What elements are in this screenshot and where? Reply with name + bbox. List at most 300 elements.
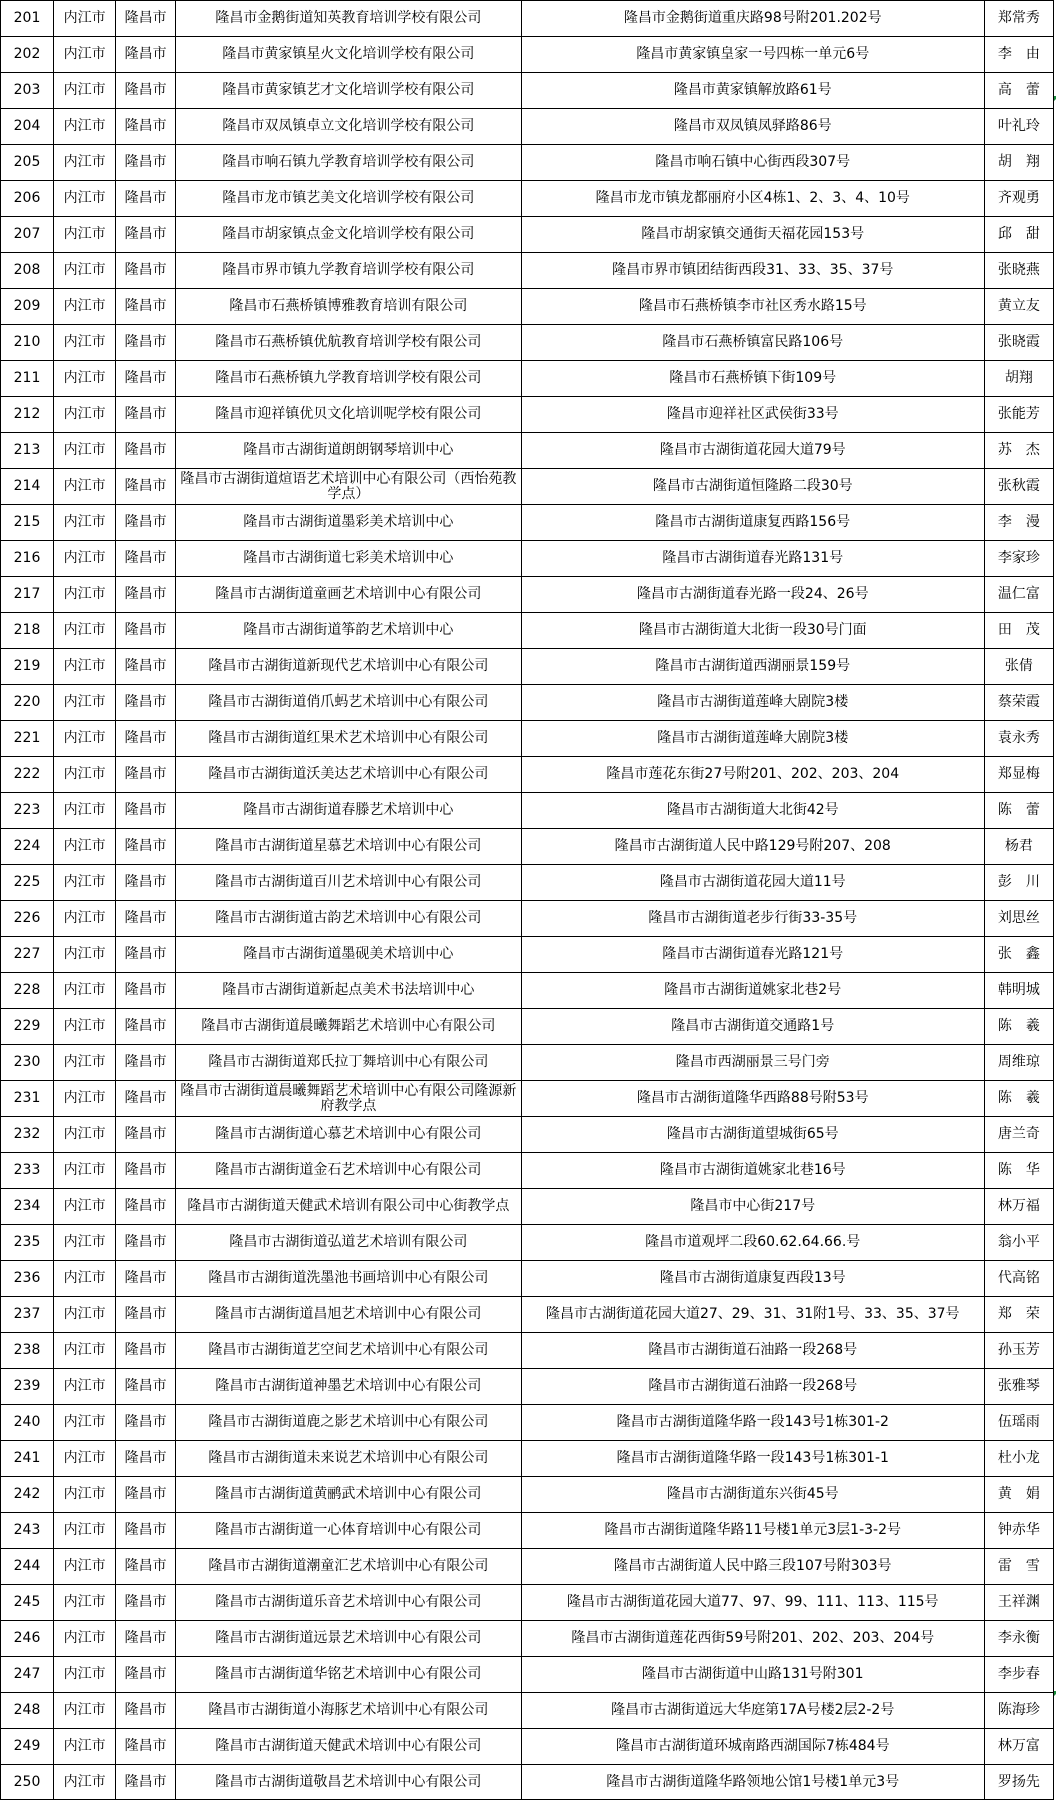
table-row	[1, 217, 1054, 253]
cell-city: 内江市	[53, 505, 115, 541]
cell-contact: 伍瑶雨	[984, 1405, 1053, 1441]
cell-address: 隆昌市古湖街道人民中路129号附207、208	[521, 829, 984, 865]
cell-index: 233	[1, 1153, 54, 1189]
cell-city: 内江市	[53, 1441, 115, 1477]
cell-city: 内江市	[53, 1333, 115, 1369]
cell-institution-name: 隆昌市石燕桥镇博雅教育培训有限公司	[176, 289, 522, 325]
table-row	[1, 505, 1054, 541]
cell-institution-name: 隆昌市古湖街道天健武术培训中心有限公司	[176, 1729, 522, 1765]
cell-contact: 郑常秀	[984, 1, 1053, 37]
table-row	[1, 1369, 1054, 1405]
cell-address: 隆昌市古湖街道石油路一段268号	[521, 1333, 984, 1369]
cell-city: 内江市	[53, 649, 115, 685]
cell-address: 隆昌市石燕桥镇富民路106号	[521, 325, 984, 361]
table-row	[1, 1765, 1054, 1800]
cell-index: 209	[1, 289, 54, 325]
cell-county: 隆昌市	[116, 1765, 176, 1800]
cell-institution-name: 隆昌市古湖街道弘道艺术培训有限公司	[176, 1225, 522, 1261]
table-row	[1, 37, 1054, 73]
cell-contact: 张倩	[984, 649, 1053, 685]
cell-index: 202	[1, 37, 54, 73]
cell-institution-name: 隆昌市古湖街道敬昌艺术培训中心有限公司	[176, 1765, 522, 1800]
cell-city: 内江市	[53, 1765, 115, 1800]
cell-city: 内江市	[53, 1549, 115, 1585]
cell-city: 内江市	[53, 433, 115, 469]
cell-contact: 黄 娟	[984, 1477, 1053, 1513]
table-row	[1, 937, 1054, 973]
table-row	[1, 757, 1054, 793]
cell-index: 237	[1, 1297, 54, 1333]
cell-address: 隆昌市古湖街道远大华庭第17A号楼2层2-2号	[521, 1693, 984, 1729]
cell-index: 206	[1, 181, 54, 217]
cell-institution-name: 隆昌市双凤镇卓立文化培训学校有限公司	[176, 109, 522, 145]
cell-institution-name: 隆昌市古湖街道昌旭艺术培训中心有限公司	[176, 1297, 522, 1333]
cell-index: 204	[1, 109, 54, 145]
cell-address: 隆昌市古湖街道莲峰大剧院3楼	[521, 685, 984, 721]
cell-contact: 罗扬先	[984, 1765, 1053, 1800]
table-row	[1, 397, 1054, 433]
cell-contact: 胡翔	[984, 361, 1053, 397]
cell-institution-name: 隆昌市古湖街道星慕艺术培训中心有限公司	[176, 829, 522, 865]
cell-city: 内江市	[53, 1621, 115, 1657]
cell-county: 隆昌市	[116, 1441, 176, 1477]
cell-contact: 李永衡	[984, 1621, 1053, 1657]
cell-county: 隆昌市	[116, 541, 176, 577]
table-row	[1, 1009, 1054, 1045]
cell-institution-name: 隆昌市古湖街道未来说艺术培训中心有限公司	[176, 1441, 522, 1477]
cell-address: 隆昌市古湖街道莲峰大剧院3楼	[521, 721, 984, 757]
cell-address: 隆昌市响石镇中心街西段307号	[521, 145, 984, 181]
cell-county: 隆昌市	[116, 325, 176, 361]
cell-address: 隆昌市古湖街道人民中路三段107号附303号	[521, 1549, 984, 1585]
table-row	[1, 361, 1054, 397]
cell-county: 隆昌市	[116, 721, 176, 757]
cell-city: 内江市	[53, 253, 115, 289]
table-row	[1, 433, 1054, 469]
table-row	[1, 73, 1054, 109]
cell-institution-name: 隆昌市古湖街道七彩美术培训中心	[176, 541, 522, 577]
cell-institution-name: 隆昌市古湖街道华铭艺术培训中心有限公司	[176, 1657, 522, 1693]
cell-county: 隆昌市	[116, 1009, 176, 1045]
cell-city: 内江市	[53, 1297, 115, 1333]
cell-institution-name: 隆昌市古湖街道晨曦舞蹈艺术培训中心有限公司隆源新府教学点	[176, 1081, 522, 1117]
cell-index: 235	[1, 1225, 54, 1261]
cell-county: 隆昌市	[116, 865, 176, 901]
cell-county: 隆昌市	[116, 1657, 176, 1693]
cell-address: 隆昌市古湖街道环城南路西湖国际7栋484号	[521, 1729, 984, 1765]
cell-institution-name: 隆昌市古湖街道黄鹂武术培训中心有限公司	[176, 1477, 522, 1513]
cell-county: 隆昌市	[116, 145, 176, 181]
table-row	[1, 1657, 1054, 1693]
cell-city: 内江市	[53, 145, 115, 181]
cell-index: 245	[1, 1585, 54, 1621]
cell-contact: 邱 甜	[984, 217, 1053, 253]
cell-institution-name: 隆昌市石燕桥镇优航教育培训学校有限公司	[176, 325, 522, 361]
cell-city: 内江市	[53, 1045, 115, 1081]
cell-address: 隆昌市古湖街道西湖丽景159号	[521, 649, 984, 685]
cell-county: 隆昌市	[116, 1693, 176, 1729]
cell-address: 隆昌市古湖街道隆华路一段143号1栋301-1	[521, 1441, 984, 1477]
cell-contact: 韩明城	[984, 973, 1053, 1009]
cell-contact: 田 茂	[984, 613, 1053, 649]
cell-index: 229	[1, 1009, 54, 1045]
cell-address: 隆昌市石燕桥镇下街109号	[521, 361, 984, 397]
cell-institution-name: 隆昌市古湖街道沃美达艺术培训中心有限公司	[176, 757, 522, 793]
table-row	[1, 181, 1054, 217]
cell-city: 内江市	[53, 865, 115, 901]
cell-contact: 刘思丝	[984, 901, 1053, 937]
table-row	[1, 1, 1054, 37]
cell-city: 内江市	[53, 73, 115, 109]
cell-city: 内江市	[53, 973, 115, 1009]
cell-county: 隆昌市	[116, 1117, 176, 1153]
cell-address: 隆昌市古湖街道中山路131号附301	[521, 1657, 984, 1693]
cell-contact: 陈 羲	[984, 1009, 1053, 1045]
cell-city: 内江市	[53, 1153, 115, 1189]
cell-county: 隆昌市	[116, 1513, 176, 1549]
cell-county: 隆昌市	[116, 577, 176, 613]
cell-institution-name: 隆昌市古湖街道小海豚艺术培训中心有限公司	[176, 1693, 522, 1729]
cell-address: 隆昌市界市镇团结街西段31、33、35、37号	[521, 253, 984, 289]
cell-contact: 陈 羲	[984, 1081, 1053, 1117]
table-row	[1, 1333, 1054, 1369]
cell-county: 隆昌市	[116, 1369, 176, 1405]
cell-institution-name: 隆昌市古湖街道乐音艺术培训中心有限公司	[176, 1585, 522, 1621]
cell-county: 隆昌市	[116, 397, 176, 433]
cell-address: 隆昌市道观坪二段60.62.64.66.号	[521, 1225, 984, 1261]
table-row	[1, 289, 1054, 325]
table-row	[1, 865, 1054, 901]
cell-institution-name: 隆昌市胡家镇点金文化培训学校有限公司	[176, 217, 522, 253]
cell-contact: 胡 翔	[984, 145, 1053, 181]
cell-contact: 温仁富	[984, 577, 1053, 613]
cell-county: 隆昌市	[116, 505, 176, 541]
cell-address: 隆昌市古湖街道老步行街33-35号	[521, 901, 984, 937]
cell-index: 214	[1, 469, 54, 505]
cell-city: 内江市	[53, 1405, 115, 1441]
cell-contact: 李 漫	[984, 505, 1053, 541]
cell-city: 内江市	[53, 1225, 115, 1261]
cell-institution-name: 隆昌市古湖街道远景艺术培训中心有限公司	[176, 1621, 522, 1657]
cell-county: 隆昌市	[116, 793, 176, 829]
cell-city: 内江市	[53, 1009, 115, 1045]
cell-contact: 陈 华	[984, 1153, 1053, 1189]
cell-county: 隆昌市	[116, 937, 176, 973]
cell-institution-name: 隆昌市古湖街道朗朗钢琴培训中心	[176, 433, 522, 469]
cell-contact: 郑显梅	[984, 757, 1053, 793]
cell-institution-name: 隆昌市古湖街道墨砚美术培训中心	[176, 937, 522, 973]
cell-address: 隆昌市古湖街道隆华西路88号附53号	[521, 1081, 984, 1117]
cell-address: 隆昌市龙市镇龙都丽府小区4栋1、2、3、4、10号	[521, 181, 984, 217]
cell-contact: 张晓燕	[984, 253, 1053, 289]
cell-county: 隆昌市	[116, 109, 176, 145]
cell-institution-name: 隆昌市古湖街道新起点美术书法培训中心	[176, 973, 522, 1009]
table-row	[1, 469, 1054, 505]
cell-address: 隆昌市古湖街道花园大道79号	[521, 433, 984, 469]
cell-address: 隆昌市古湖街道花园大道27、29、31、31附1号、33、35、37号	[521, 1297, 984, 1333]
cell-county: 隆昌市	[116, 757, 176, 793]
cell-county: 隆昌市	[116, 1081, 176, 1117]
table-row	[1, 1117, 1054, 1153]
cell-address: 隆昌市古湖街道隆华路领地公馆1号楼1单元3号	[521, 1765, 984, 1800]
cell-address: 隆昌市古湖街道花园大道77、97、99、111、113、115号	[521, 1585, 984, 1621]
cell-contact: 张晓霞	[984, 325, 1053, 361]
cell-index: 250	[1, 1765, 54, 1800]
cell-institution-name: 隆昌市黄家镇艺才文化培训学校有限公司	[176, 73, 522, 109]
cell-city: 内江市	[53, 577, 115, 613]
cell-contact: 林万福	[984, 1189, 1053, 1225]
cell-institution-name: 隆昌市古湖街道春滕艺术培训中心	[176, 793, 522, 829]
cell-county: 隆昌市	[116, 469, 176, 505]
cell-index: 236	[1, 1261, 54, 1297]
cell-index: 217	[1, 577, 54, 613]
cell-address: 隆昌市古湖街道望城街65号	[521, 1117, 984, 1153]
cell-city: 内江市	[53, 361, 115, 397]
table-row	[1, 613, 1054, 649]
cell-contact: 林万富	[984, 1729, 1053, 1765]
cell-index: 222	[1, 757, 54, 793]
cell-index: 249	[1, 1729, 54, 1765]
cell-index: 219	[1, 649, 54, 685]
cell-contact: 唐兰奇	[984, 1117, 1053, 1153]
cell-city: 内江市	[53, 613, 115, 649]
cell-index: 240	[1, 1405, 54, 1441]
cell-contact: 雷 雪	[984, 1549, 1053, 1585]
table-row	[1, 793, 1054, 829]
cell-city: 内江市	[53, 1585, 115, 1621]
cell-index: 221	[1, 721, 54, 757]
cell-city: 内江市	[53, 397, 115, 433]
cell-institution-name: 隆昌市古湖街道潮童汇艺术培训中心有限公司	[176, 1549, 522, 1585]
cell-county: 隆昌市	[116, 1477, 176, 1513]
cell-city: 内江市	[53, 1117, 115, 1153]
cell-institution-name: 隆昌市界市镇九学教育培训学校有限公司	[176, 253, 522, 289]
cell-address: 隆昌市古湖街道春光路121号	[521, 937, 984, 973]
cell-county: 隆昌市	[116, 1225, 176, 1261]
cell-county: 隆昌市	[116, 1405, 176, 1441]
cell-address: 隆昌市古湖街道莲花西街59号附201、202、203、204号	[521, 1621, 984, 1657]
table-row	[1, 1261, 1054, 1297]
cell-contact: 孙玉芳	[984, 1333, 1053, 1369]
cell-contact: 高 蕾	[984, 73, 1053, 109]
table-row	[1, 973, 1054, 1009]
cell-institution-name: 隆昌市古湖街道晨曦舞蹈艺术培训中心有限公司	[176, 1009, 522, 1045]
cell-city: 内江市	[53, 325, 115, 361]
table-row	[1, 1153, 1054, 1189]
cell-county: 隆昌市	[116, 37, 176, 73]
cell-index: 203	[1, 73, 54, 109]
cell-institution-name: 隆昌市古湖街道一心体育培训中心有限公司	[176, 1513, 522, 1549]
cell-city: 内江市	[53, 1729, 115, 1765]
cell-institution-name: 隆昌市古湖街道鹿之影艺术培训中心有限公司	[176, 1405, 522, 1441]
cell-address: 隆昌市古湖街道交通路1号	[521, 1009, 984, 1045]
cell-institution-name: 隆昌市古湖街道金石艺术培训中心有限公司	[176, 1153, 522, 1189]
cell-address: 隆昌市迎祥社区武侯街33号	[521, 397, 984, 433]
cell-index: 228	[1, 973, 54, 1009]
cell-address: 隆昌市古湖街道康复西段13号	[521, 1261, 984, 1297]
cell-contact: 陈 蕾	[984, 793, 1053, 829]
cell-index: 244	[1, 1549, 54, 1585]
cell-contact: 代高铭	[984, 1261, 1053, 1297]
cell-county: 隆昌市	[116, 289, 176, 325]
cell-institution-name: 隆昌市古湖街道百川艺术培训中心有限公司	[176, 865, 522, 901]
table-row	[1, 1441, 1054, 1477]
cell-index: 205	[1, 145, 54, 181]
cell-institution-name: 隆昌市古湖街道墨彩美术培训中心	[176, 505, 522, 541]
cell-city: 内江市	[53, 1189, 115, 1225]
table-row	[1, 901, 1054, 937]
cell-index: 207	[1, 217, 54, 253]
cell-index: 218	[1, 613, 54, 649]
cell-address: 隆昌市古湖街道恒隆路二段30号	[521, 469, 984, 505]
cell-contact: 陈海珍	[984, 1693, 1053, 1729]
cell-index: 220	[1, 685, 54, 721]
cell-city: 内江市	[53, 937, 115, 973]
cell-institution-name: 隆昌市古湖街道红果术艺术培训中心有限公司	[176, 721, 522, 757]
cell-address: 隆昌市胡家镇交通街天福花园153号	[521, 217, 984, 253]
cell-index: 212	[1, 397, 54, 433]
cell-contact: 张能芳	[984, 397, 1053, 433]
table-body	[1, 1, 1054, 1800]
cell-address: 隆昌市古湖街道东兴街45号	[521, 1477, 984, 1513]
cell-institution-name: 隆昌市古湖街道煊语艺术培训中心有限公司（西怡苑教学点）	[176, 469, 522, 505]
cell-institution-name: 隆昌市古湖街道艺空间艺术培训中心有限公司	[176, 1333, 522, 1369]
cell-city: 内江市	[53, 1081, 115, 1117]
table-row	[1, 1477, 1054, 1513]
cell-index: 231	[1, 1081, 54, 1117]
cell-county: 隆昌市	[116, 1189, 176, 1225]
cell-city: 内江市	[53, 721, 115, 757]
cell-county: 隆昌市	[116, 217, 176, 253]
cell-institution-name: 隆昌市石燕桥镇九学教育培训学校有限公司	[176, 361, 522, 397]
cell-index: 247	[1, 1657, 54, 1693]
cell-institution-name: 隆昌市龙市镇艺美文化培训学校有限公司	[176, 181, 522, 217]
cell-city: 内江市	[53, 829, 115, 865]
cell-address: 隆昌市古湖街道春光路一段24、26号	[521, 577, 984, 613]
table-row	[1, 325, 1054, 361]
cell-index: 208	[1, 253, 54, 289]
cell-county: 隆昌市	[116, 1153, 176, 1189]
table-row	[1, 1585, 1054, 1621]
cell-city: 内江市	[53, 217, 115, 253]
cell-index: 224	[1, 829, 54, 865]
cell-county: 隆昌市	[116, 1, 176, 37]
cell-city: 内江市	[53, 541, 115, 577]
table-row	[1, 1081, 1054, 1117]
cell-contact: 翁小平	[984, 1225, 1053, 1261]
cell-institution-name: 隆昌市古湖街道神墨艺术培训中心有限公司	[176, 1369, 522, 1405]
cell-contact: 李家珍	[984, 541, 1053, 577]
cell-contact: 郑 荣	[984, 1297, 1053, 1333]
cell-index: 213	[1, 433, 54, 469]
cell-city: 内江市	[53, 181, 115, 217]
cell-county: 隆昌市	[116, 829, 176, 865]
cell-institution-name: 隆昌市古湖街道童画艺术培训中心有限公司	[176, 577, 522, 613]
cell-institution-name: 隆昌市古湖街道新现代艺术培训中心有限公司	[176, 649, 522, 685]
table-row	[1, 109, 1054, 145]
cell-address: 隆昌市莲花东街27号附201、202、203、204	[521, 757, 984, 793]
cell-contact: 杜小龙	[984, 1441, 1053, 1477]
table-row	[1, 685, 1054, 721]
cell-contact: 杨君	[984, 829, 1053, 865]
cell-contact: 李步春	[984, 1657, 1053, 1693]
table-row	[1, 1225, 1054, 1261]
cell-address: 隆昌市古湖街道大北街42号	[521, 793, 984, 829]
cell-city: 内江市	[53, 37, 115, 73]
cell-city: 内江市	[53, 289, 115, 325]
cell-contact: 钟赤华	[984, 1513, 1053, 1549]
cell-address: 隆昌市中心街217号	[521, 1189, 984, 1225]
cell-county: 隆昌市	[116, 1045, 176, 1081]
cell-contact: 黄立友	[984, 289, 1053, 325]
cell-contact: 彭 川	[984, 865, 1053, 901]
cell-address: 隆昌市黄家镇皇家一号四栋一单元6号	[521, 37, 984, 73]
cell-address: 隆昌市古湖街道花园大道11号	[521, 865, 984, 901]
cell-index: 246	[1, 1621, 54, 1657]
cell-contact: 袁永秀	[984, 721, 1053, 757]
table-row	[1, 649, 1054, 685]
cell-contact: 张 鑫	[984, 937, 1053, 973]
cell-index: 223	[1, 793, 54, 829]
cell-institution-name: 隆昌市古湖街道洗墨池书画培训中心有限公司	[176, 1261, 522, 1297]
cell-institution-name: 隆昌市迎祥镇优贝文化培训呢学校有限公司	[176, 397, 522, 433]
cell-county: 隆昌市	[116, 73, 176, 109]
table-row	[1, 1693, 1054, 1729]
cell-index: 226	[1, 901, 54, 937]
cell-index: 225	[1, 865, 54, 901]
cell-city: 内江市	[53, 685, 115, 721]
cell-city: 内江市	[53, 1477, 115, 1513]
cell-institution-name: 隆昌市古湖街道郑氏拉丁舞培训中心有限公司	[176, 1045, 522, 1081]
cell-county: 隆昌市	[116, 1549, 176, 1585]
cell-index: 201	[1, 1, 54, 37]
table-row	[1, 253, 1054, 289]
cell-institution-name: 隆昌市古湖街道俏爪蚂艺术培训中心有限公司	[176, 685, 522, 721]
cell-county: 隆昌市	[116, 181, 176, 217]
cell-address: 隆昌市古湖街道隆华路一段143号1栋301-2	[521, 1405, 984, 1441]
cell-county: 隆昌市	[116, 1585, 176, 1621]
cell-address: 隆昌市黄家镇解放路61号	[521, 73, 984, 109]
cell-contact: 张秋霞	[984, 469, 1053, 505]
table-row	[1, 541, 1054, 577]
cell-county: 隆昌市	[116, 253, 176, 289]
cell-county: 隆昌市	[116, 361, 176, 397]
cell-address: 隆昌市古湖街道石油路一段268号	[521, 1369, 984, 1405]
cell-institution-name: 隆昌市黄家镇星火文化培训学校有限公司	[176, 37, 522, 73]
cell-county: 隆昌市	[116, 1297, 176, 1333]
cell-address: 隆昌市古湖街道姚家北巷2号	[521, 973, 984, 1009]
cell-index: 232	[1, 1117, 54, 1153]
cell-address: 隆昌市古湖街道姚家北巷16号	[521, 1153, 984, 1189]
cell-city: 内江市	[53, 793, 115, 829]
cell-city: 内江市	[53, 1, 115, 37]
cell-contact: 齐观勇	[984, 181, 1053, 217]
table-row	[1, 1513, 1054, 1549]
cell-contact: 蔡荣霞	[984, 685, 1053, 721]
table-row	[1, 145, 1054, 181]
table-row	[1, 1621, 1054, 1657]
cell-index: 211	[1, 361, 54, 397]
cell-index: 238	[1, 1333, 54, 1369]
table-row	[1, 1405, 1054, 1441]
table-row	[1, 1045, 1054, 1081]
cell-address: 隆昌市双凤镇凤驿路86号	[521, 109, 984, 145]
cell-city: 内江市	[53, 1693, 115, 1729]
cell-city: 内江市	[53, 757, 115, 793]
cell-index: 241	[1, 1441, 54, 1477]
table-row	[1, 1729, 1054, 1765]
cell-address: 隆昌市古湖街道隆华路11号楼1单元3层1-3-2号	[521, 1513, 984, 1549]
